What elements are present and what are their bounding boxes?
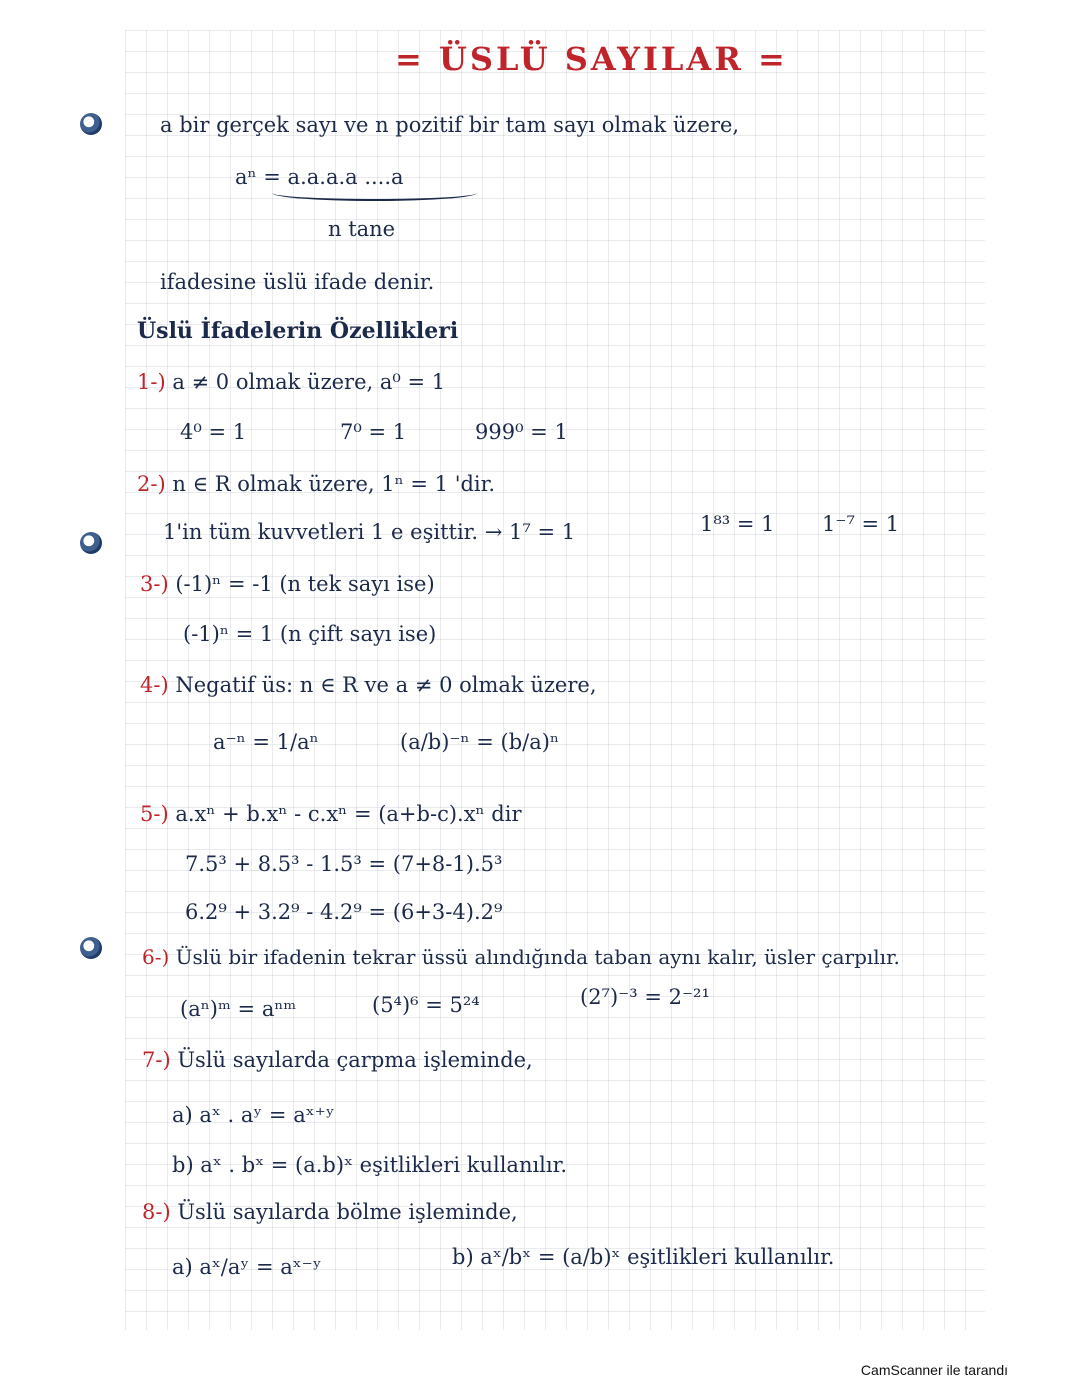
property-4-formula: (a/b)⁻ⁿ = (b/a)ⁿ	[400, 730, 560, 754]
properties-heading: Üslü İfadelerin Özellikleri	[137, 318, 459, 344]
property-1-example: 999⁰ = 1	[475, 420, 568, 444]
binder-hole-icon	[80, 532, 102, 554]
property-3-line2: (-1)ⁿ = 1 (n çift sayı ise)	[183, 622, 437, 646]
underbrace	[272, 185, 477, 201]
property-3: 3-) (-1)ⁿ = -1 (n tek sayı ise)	[140, 572, 435, 596]
n-tane-label: n tane	[328, 217, 396, 241]
property-6: 6-) Üslü bir ifadenin tekrar üssü alındığında taban aynı kalır, üsler çarpılır.	[142, 945, 900, 969]
binder-hole-icon	[80, 113, 102, 135]
property-4: 4-) Negatif üs: n ∈ R ve a ≠ 0 olmak üzere,	[140, 673, 597, 697]
property-7: 7-) Üslü sayılarda çarpma işleminde,	[142, 1048, 533, 1072]
property-1: 1-) a ≠ 0 olmak üzere, a⁰ = 1	[137, 370, 446, 394]
property-8-b: b) aˣ/bˣ = (a/b)ˣ eşitlikleri kullanılır.	[452, 1245, 835, 1269]
property-7-a: a) aˣ . aʸ = aˣ⁺ʸ	[172, 1103, 335, 1127]
intro-text: a bir gerçek sayı ve n pozitif bir tam sayı olmak üzere,	[160, 113, 740, 137]
property-5: 5-) a.xⁿ + b.xⁿ - c.xⁿ = (a+b-c).xⁿ dir	[140, 802, 522, 826]
property-2: 2-) n ∈ R olmak üzere, 1ⁿ = 1 'dir.	[137, 472, 496, 496]
property-4-formula: a⁻ⁿ = 1/aⁿ	[213, 730, 319, 754]
property-2-example: 1⁻⁷ = 1	[822, 512, 900, 536]
property-2-example: 1⁸³ = 1	[700, 512, 775, 536]
property-6-formula: (aⁿ)ᵐ = aⁿᵐ	[180, 997, 297, 1021]
property-1-example: 7⁰ = 1	[340, 420, 407, 444]
property-5-example: 7.5³ + 8.5³ - 1.5³ = (7+8-1).5³	[185, 852, 503, 876]
property-1-example: 4⁰ = 1	[180, 420, 247, 444]
binder-hole-icon	[80, 937, 102, 959]
property-6-formula: (5⁴)⁶ = 5²⁴	[372, 993, 480, 1017]
definition-formula: aⁿ = a.a.a.a ....a	[235, 165, 404, 189]
scanner-footer: CamScanner ile tarandı	[860, 1362, 1008, 1378]
property-8-a: a) aˣ/aʸ = aˣ⁻ʸ	[172, 1255, 322, 1279]
property-7-b: b) aˣ . bˣ = (a.b)ˣ eşitlikleri kullanılır.	[172, 1153, 568, 1177]
definition-statement: ifadesine üslü ifade denir.	[160, 270, 435, 294]
property-5-example: 6.2⁹ + 3.2⁹ - 4.2⁹ = (6+3-4).2⁹	[185, 900, 503, 924]
property-6-formula: (2⁷)⁻³ = 2⁻²¹	[580, 985, 710, 1009]
page-title: = ÜSLÜ SAYILAR =	[395, 40, 788, 78]
property-2-note: 1'in tüm kuvvetleri 1 e eşittir. → 1⁷ = 1	[163, 520, 576, 544]
property-8: 8-) Üslü sayılarda bölme işleminde,	[142, 1200, 518, 1224]
